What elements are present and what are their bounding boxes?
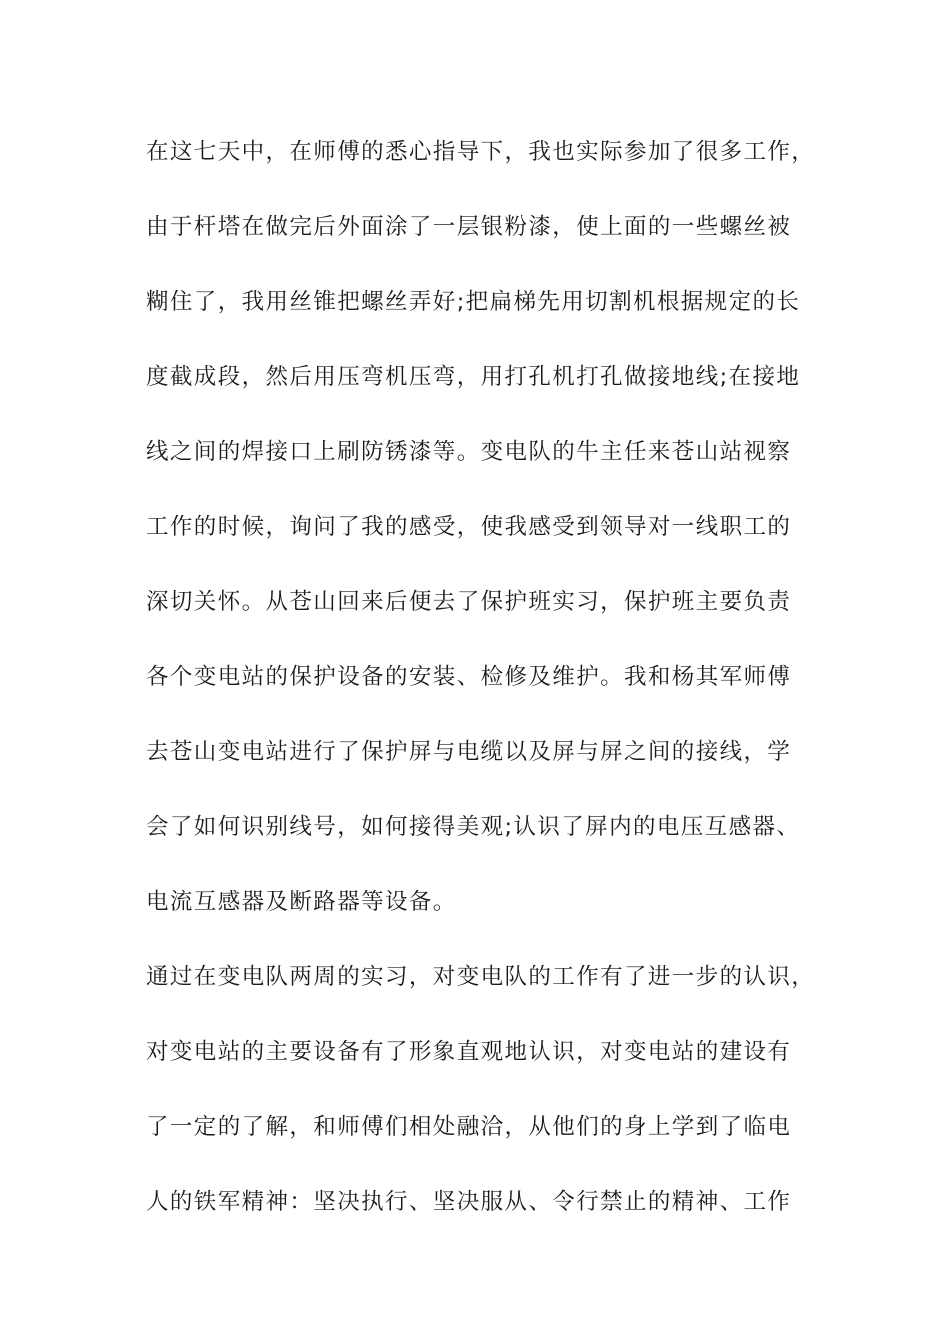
text-line: 对变电站的主要设备有了形象直观地认识，对变电站的建设有 (146, 1039, 792, 1065)
text-line: 工作的时候，询问了我的感受，使我感受到领导对一线职工的 (146, 514, 792, 540)
text-line: 通过在变电队两周的实习，对变电队的工作有了进一步的认识， (146, 964, 816, 990)
text-line: 线之间的焊接口上刷防锈漆等。变电队的牛主任来苍山站视察 (146, 439, 792, 465)
text-line: 糊住了，我用丝锥把螺丝弄好;把扁梯先用切割机根据规定的长 (146, 289, 801, 315)
text-line: 了一定的了解，和师傅们相处融洽，从他们的身上学到了临电 (146, 1114, 792, 1140)
text-line: 在这七天中，在师傅的悉心指导下，我也实际参加了很多工作， (146, 139, 816, 165)
text-line: 人的铁军精神：坚决执行、坚决服从、令行禁止的精神、工作 (146, 1189, 792, 1215)
text-line: 电流互感器及断路器等设备。 (146, 889, 457, 915)
text-line: 深切关怀。从苍山回来后便去了保护班实习，保护班主要负责 (146, 589, 792, 615)
body-text (146, 132, 836, 1257)
text-line: 去苍山变电站进行了保护屏与电缆以及屏与屏之间的接线，学 (146, 739, 792, 765)
text-line: 会了如何识别线号，如何接得美观;认识了屏内的电压互感器、 (146, 814, 801, 840)
text-line: 度截成段，然后用压弯机压弯，用打孔机打孔做接地线;在接地 (146, 364, 801, 390)
text-line: 各个变电站的保护设备的安装、检修及维护。我和杨其军师傅 (146, 664, 792, 690)
text-line: 由于杆塔在做完后外面涂了一层银粉漆，使上面的一些螺丝被 (146, 214, 792, 240)
